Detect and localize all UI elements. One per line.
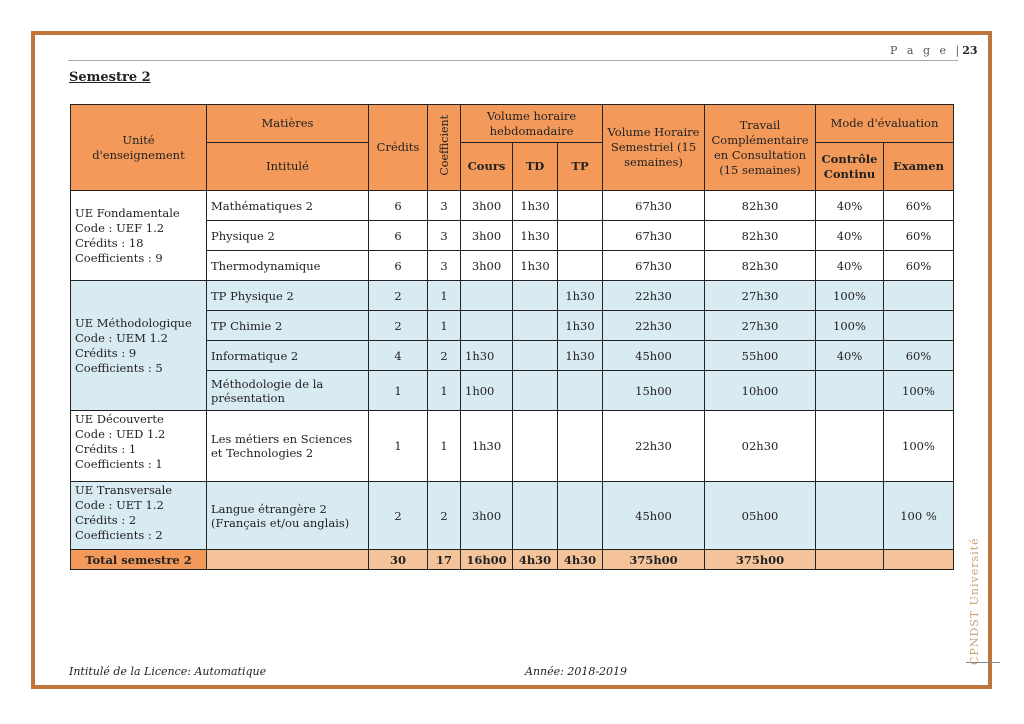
header-credits: Crédits [369,105,428,191]
cell-cours: 1h00 [461,371,513,411]
header-intitule: Intitulé [207,143,369,191]
cell-cours: 3h00 [461,221,513,251]
cell-cours: 1h30 [461,341,513,371]
cell-travail: 55h00 [705,341,816,371]
cell-travail: 02h30 [705,411,816,482]
cell-travail: 82h30 [705,191,816,221]
total-coef: 17 [428,550,461,570]
cell-coef: 1 [428,411,461,482]
cell-intitule: Mathématiques 2 [207,191,369,221]
cell-volume-semestriel: 45h00 [603,482,705,550]
cell-credits: 6 [369,191,428,221]
cell-controle: 40% [816,221,884,251]
cell-controle: 40% [816,191,884,221]
cell-cours [461,281,513,311]
header-matieres: Matières [207,105,369,143]
header-mode-evaluation: Mode d'évaluation [816,105,954,143]
cell-credits: 6 [369,251,428,281]
page-number: P a g e |23 [890,44,978,57]
unite-line: Code : UEM 1.2 [75,330,168,345]
cell-volume-semestriel: 15h00 [603,371,705,411]
header-rule [68,60,958,61]
cell-td [513,281,558,311]
cell-travail: 10h00 [705,371,816,411]
unite-line: Code : UET 1.2 [75,498,164,512]
unite-line: UE Découverte [75,412,164,426]
cell-controle [816,482,884,550]
unite-line: Coefficients : 9 [75,250,163,265]
header-cours: Cours [461,143,513,191]
cell-td [513,341,558,371]
cell-controle [816,371,884,411]
unite-line: Crédits : 2 [75,513,137,527]
unite-line: Code : UED 1.2 [75,427,166,441]
unite-cell [71,411,207,482]
header-examen: Examen [884,143,954,191]
cell-coef: 3 [428,191,461,221]
cell-volume-semestriel: 22h30 [603,411,705,482]
cell-intitule: TP Physique 2 [207,281,369,311]
cell-coef: 3 [428,221,461,251]
cell-coef: 1 [428,311,461,341]
table-row [71,411,954,482]
unite-line: Coefficients : 5 [75,360,163,375]
unite-line: UE Fondamentale [75,205,180,220]
cell-examen: 60% [884,221,954,251]
total-volume-semestriel: 375h00 [603,550,705,570]
cell-volume-semestriel: 67h30 [603,251,705,281]
cell-examen [884,281,954,311]
page-label: P a g e [890,44,950,57]
cell-travail: 27h30 [705,311,816,341]
cell-travail: 82h30 [705,251,816,281]
header-travail: Travail Complémentaire en Consultation (15 semaines) [705,105,816,191]
total-td: 4h30 [513,550,558,570]
side-rule [966,662,1000,663]
unite-line: Crédits : 18 [75,235,144,250]
cell-tp [558,371,603,411]
header-td: TD [513,143,558,191]
cell-td [513,311,558,341]
total-label: Total semestre 2 [71,550,207,570]
cell-tp [558,482,603,550]
cell-td: 1h30 [513,221,558,251]
total-travail: 375h00 [705,550,816,570]
cell-coef: 3 [428,251,461,281]
cell-tp [558,251,603,281]
unite-line: Code : UEF 1.2 [75,220,165,235]
cell-examen: 60% [884,251,954,281]
total-controle [816,550,884,570]
unite-line: Crédits : 9 [75,345,137,360]
cell-volume-semestriel: 22h30 [603,311,705,341]
header-controle: Contrôle Continu [816,143,884,191]
cell-intitule: Les métiers en Sciences et Technologies 2 [207,411,369,482]
cell-volume-semestriel: 67h30 [603,191,705,221]
cell-credits: 2 [369,482,428,550]
unite-line: Coefficients : 2 [75,528,163,542]
total-examen [884,550,954,570]
cell-td: 1h30 [513,251,558,281]
cell-intitule: Informatique 2 [207,341,369,371]
total-cours: 16h00 [461,550,513,570]
cell-controle: 100% [816,311,884,341]
header-unite: Unité d'enseignement [71,105,207,191]
cell-intitule: Thermodynamique [207,251,369,281]
semester-title: Semestre 2 [69,70,151,85]
cell-cours: 3h00 [461,191,513,221]
cell-examen: 100% [884,371,954,411]
total-credits: 30 [369,550,428,570]
cell-intitule: Langue étrangère 2 (Français et/ou anglais) [207,482,369,550]
cell-volume-semestriel: 22h30 [603,281,705,311]
cell-cours [461,311,513,341]
cell-cours: 3h00 [461,251,513,281]
unite-line: Coefficients : 1 [75,457,163,471]
unite-cell [71,191,207,281]
cell-examen: 100 % [884,482,954,550]
cell-td [513,411,558,482]
cell-credits: 2 [369,311,428,341]
cell-credits: 1 [369,371,428,411]
header-coefficient-text: Coefficient [437,115,451,176]
cell-coef: 2 [428,482,461,550]
cell-tp: 1h30 [558,341,603,371]
cell-controle [816,411,884,482]
header-coefficient [428,105,461,191]
cell-volume-semestriel: 67h30 [603,221,705,251]
cell-credits: 2 [369,281,428,311]
cell-travail: 82h30 [705,221,816,251]
cell-coef: 1 [428,371,461,411]
cell-examen: 60% [884,191,954,221]
cell-controle: 40% [816,251,884,281]
cell-intitule: Physique 2 [207,221,369,251]
cell-controle: 100% [816,281,884,311]
cell-volume-semestriel: 45h00 [603,341,705,371]
cell-credits: 4 [369,341,428,371]
footer-licence: Intitulé de la Licence: Automatique [69,665,267,678]
unite-cell [71,482,207,550]
cell-examen: 60% [884,341,954,371]
cell-cours: 3h00 [461,482,513,550]
header-tp: TP [558,143,603,191]
cell-cours: 1h30 [461,411,513,482]
cell-examen [884,311,954,341]
unite-line: Crédits : 1 [75,442,137,456]
cell-intitule: TP Chimie 2 [207,311,369,341]
total-row [71,550,954,570]
unite-line: UE Méthodologique [75,315,192,330]
unite-cell [71,281,207,411]
cell-tp: 1h30 [558,311,603,341]
cell-tp [558,191,603,221]
header-volume-hebdo: Volume horaire hebdomadaire [461,105,603,143]
cell-intitule: Méthodologie de la présentation [207,371,369,411]
cell-examen: 100% [884,411,954,482]
cell-coef: 2 [428,341,461,371]
cell-travail: 27h30 [705,281,816,311]
cell-td: 1h30 [513,191,558,221]
table-row [71,191,954,221]
cell-td [513,482,558,550]
table-row [71,482,954,550]
cell-credits: 6 [369,221,428,251]
cell-tp [558,221,603,251]
page-number-value: 23 [962,44,978,57]
curriculum-table [70,104,954,570]
cell-travail: 05h00 [705,482,816,550]
table-row [71,281,954,311]
side-watermark: CPNDST Université [968,537,981,665]
total-tp: 4h30 [558,550,603,570]
cell-coef: 1 [428,281,461,311]
footer-annee: Année: 2018-2019 [525,665,628,678]
cell-td [513,371,558,411]
cell-credits: 1 [369,411,428,482]
cell-tp: 1h30 [558,281,603,311]
header-volume-semestriel: Volume Horaire Semestriel (15 semaines) [603,105,705,191]
cell-tp [558,411,603,482]
cell-controle: 40% [816,341,884,371]
total-intitule [207,550,369,570]
unite-line: UE Transversale [75,483,173,497]
